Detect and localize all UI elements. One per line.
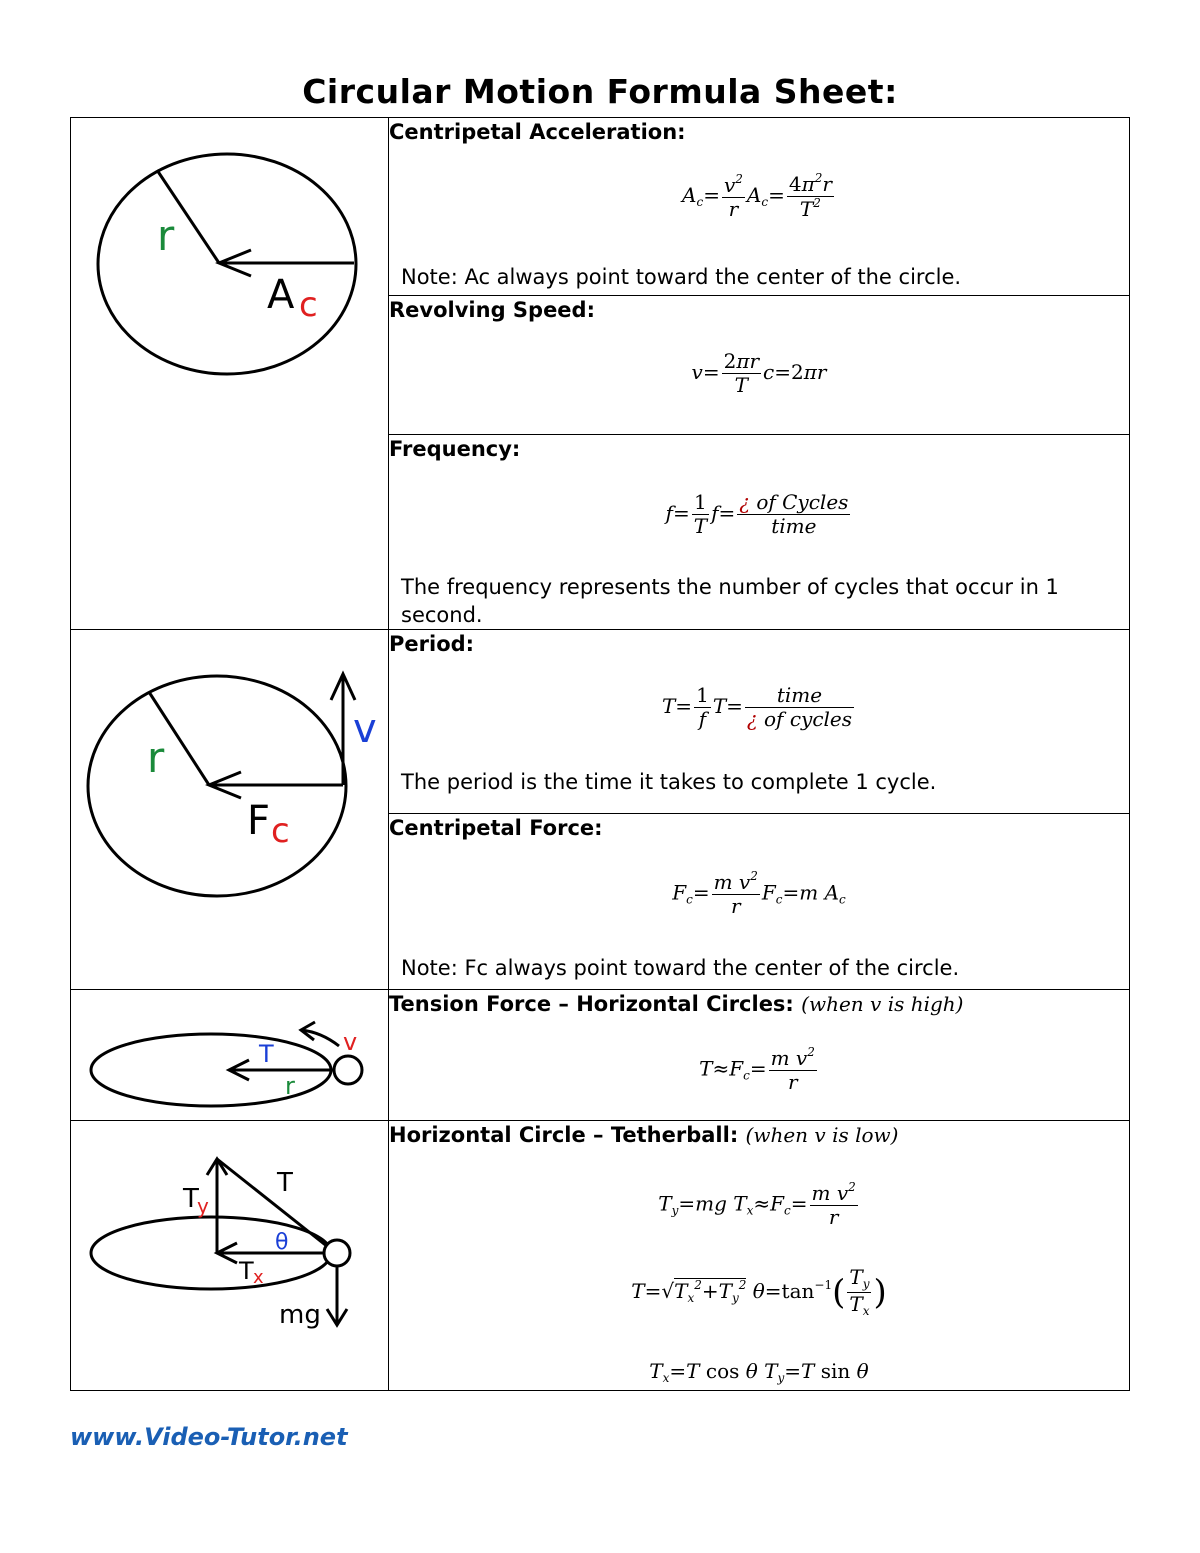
tx-label: T bbox=[239, 1257, 254, 1285]
heading-tetherball-text: Horizontal Circle – Tetherball: bbox=[389, 1123, 739, 1147]
ac-sub-label: c bbox=[299, 285, 318, 325]
equation-period: T= $\frac{1}{f}$ T= $\frac{\text{time}}{\text{¿ of cycles}}$ bbox=[661, 683, 853, 731]
fc-label: F bbox=[247, 798, 271, 844]
description-frequency: The frequency represents the number of cycles that occur in 1 second. bbox=[401, 575, 1059, 627]
equation-frequency: f= $\frac{1}{T}$ f= $\frac{\text{¿ of Cycles}}{\text{time}}$ bbox=[665, 490, 849, 538]
tx-sub-label: x bbox=[253, 1267, 264, 1288]
equation-tetherball-trig: $T_x=T$ cos θ $T_y=T$ sin θ bbox=[649, 1359, 869, 1385]
equation-tension-horizontal: $T\approx F_c=$ $\frac{m v^2}{r}$ bbox=[699, 1045, 815, 1094]
note-centripetal-force: Note: Fc always point toward the center of the circle. bbox=[401, 956, 960, 980]
heading-revolving-speed: Revolving Speed: bbox=[389, 298, 595, 322]
description-period: The period is the time it takes to complete 1 cycle. bbox=[401, 770, 937, 794]
section-centripetal-force bbox=[389, 814, 1130, 990]
heading-period: Period: bbox=[389, 632, 475, 656]
equation-revolving-speed: v= $\frac{2\pi r}{T}$ c=2πr bbox=[691, 349, 827, 397]
heading-centripetal-force: Centripetal Force: bbox=[389, 816, 603, 840]
footer-link[interactable]: www.Video-Tutor.net bbox=[70, 1423, 348, 1451]
tension-label: T bbox=[259, 1040, 274, 1068]
radius-label: r bbox=[285, 1072, 295, 1100]
section-period bbox=[389, 630, 1130, 814]
section-revolving-speed bbox=[389, 296, 1130, 435]
diagram-tetherball bbox=[71, 1121, 389, 1391]
ty-sub-label: y bbox=[197, 1194, 209, 1218]
equation-tetherball-components: $T_y=mg$ $T_x\approx F_c=$ $\frac{m v^2}{r}$ bbox=[658, 1180, 856, 1229]
heading-frequency: Frequency: bbox=[389, 437, 521, 461]
section-centripetal-acceleration bbox=[389, 118, 1130, 296]
equation-tetherball-magnitude: $T=√T_x^2+T_y^2$ $\theta=\tan^{-1}$( $\frac{T_y}{T_x}$ ) bbox=[631, 1265, 887, 1318]
diagram-centripetal-acceleration bbox=[71, 118, 389, 630]
heading-centripetal-acceleration: Centripetal Acceleration: bbox=[389, 120, 686, 144]
heading-tetherball bbox=[389, 1121, 1129, 1149]
diagram-tension-horizontal bbox=[71, 990, 389, 1121]
ball-icon bbox=[324, 1240, 350, 1266]
tension-label: T bbox=[277, 1168, 293, 1198]
section-tension-horizontal bbox=[389, 990, 1130, 1121]
ac-label: A bbox=[267, 272, 295, 318]
mg-label: mg bbox=[279, 1300, 321, 1330]
equation-centripetal-force: $F_c=$ $\frac{m v^2}{r}$ $F_c=m$ $A_c$ bbox=[672, 869, 846, 918]
formula-table bbox=[70, 117, 1130, 1391]
circle-acceleration-diagram bbox=[71, 118, 388, 630]
heading-tension-horizontal bbox=[389, 990, 1129, 1018]
condition-tetherball: (when v is low) bbox=[745, 1123, 899, 1147]
radius-label: r bbox=[157, 211, 175, 260]
velocity-label: v bbox=[343, 1028, 358, 1056]
section-frequency bbox=[389, 435, 1130, 630]
theta-label: θ bbox=[275, 1230, 289, 1255]
ty-label: T bbox=[183, 1184, 199, 1214]
velocity-label: v bbox=[353, 706, 377, 752]
ball-icon bbox=[334, 1056, 362, 1084]
velocity-arrow bbox=[301, 1030, 339, 1046]
fc-sub-label: c bbox=[271, 811, 290, 851]
note-centripetal-acceleration: Note: Ac always point toward the center of the circle. bbox=[401, 265, 962, 289]
section-tetherball bbox=[389, 1121, 1130, 1391]
radius-label: r bbox=[147, 733, 165, 782]
heading-tension-horizontal-text: Tension Force – Horizontal Circles: bbox=[389, 992, 794, 1016]
horizontal-circle-diagram bbox=[71, 990, 388, 1121]
circle-force-diagram bbox=[71, 630, 388, 990]
tetherball-diagram bbox=[71, 1121, 388, 1391]
condition-tension-horizontal: (when v is high) bbox=[801, 992, 964, 1016]
equation-centripetal-acceleration: $A_c=$ $\frac{v^2}{r}$ $A_c=$ $\frac{4\pi^2r}{T^2}$ bbox=[682, 171, 832, 221]
page-title: Circular Motion Formula Sheet: bbox=[302, 72, 898, 111]
diagram-centripetal-force bbox=[71, 630, 389, 990]
